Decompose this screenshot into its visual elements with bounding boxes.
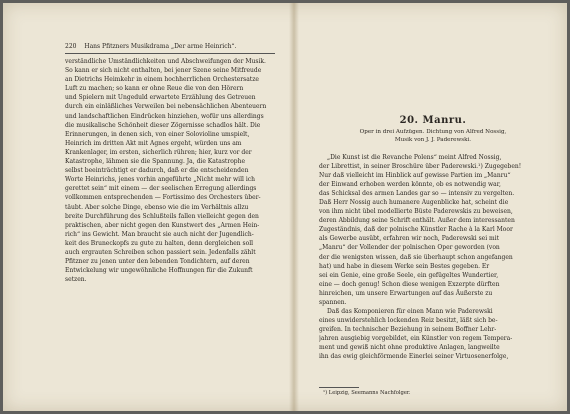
text-line: Worte Heinrichs, jenes vorhin angeführte „Nicht mehr will ich bbox=[65, 176, 255, 184]
text-line: hat) und habe in diesem Werke sein Bestes gegeben. Er bbox=[319, 262, 490, 270]
text-line: greifen. In technischer Beziehung in seinem Boffner Lehr- bbox=[319, 325, 497, 333]
text-line: deren Abbildung seine Schrift enthält. Außer dem interessanten bbox=[319, 217, 515, 225]
text-line: der die wenigsten wissen, daß sie überhaupt schon angefangen bbox=[319, 253, 513, 261]
text-line: Nur daß vielleicht im Hinblick auf gewisse Partien im „Manru“ bbox=[319, 172, 511, 180]
text-line: täubt. Aber solche Dinge, ebenso wie die im Verhältnis allzu bbox=[65, 203, 249, 211]
left-page bbox=[3, 3, 289, 411]
text-line: praktischen, aber nicht gegen den Kunstwert des „Armen Hein- bbox=[65, 221, 260, 229]
text-line: hinreichen, um unsere Erwartungen auf das Äußerste zu bbox=[319, 289, 493, 297]
text-line: Krankenlager, im ersten, sicherlich rühren; hier, kurz vor der bbox=[65, 148, 252, 156]
footnote: ¹) Leipzig, Seemanns Nachfolger. bbox=[323, 390, 411, 396]
text-line: keit des Bruneckopfs zu gute zu halten, denn dergleichen soll bbox=[65, 239, 254, 247]
text-line: eines unwiderstehlich lockenden Reiz besitzt, läßt sich be- bbox=[319, 316, 498, 324]
right-page bbox=[299, 3, 567, 411]
text-line: rich“ ins Gewicht. Man braucht sie auch nicht der Jugendlich- bbox=[65, 230, 254, 238]
text-line: Daß Herr Nossig auch humanere Augenblicke hat, scheint die bbox=[319, 199, 509, 207]
text-line: Katastrophe, lähmen sie die Spannung. Ja, die Katastrophe bbox=[65, 158, 246, 166]
text-line: Pfitzner zu jenen unter den lebenden Tondichtern, auf deren bbox=[65, 258, 250, 266]
text-line: an Dietrichs Heimkehr in einem hochherrlichen Orchestersatze bbox=[65, 76, 259, 84]
text-line: und Spielern mit Ungeduld erwartete Erzählung des Getreuen bbox=[65, 94, 256, 102]
text-line: setzen. bbox=[65, 276, 87, 284]
running-head-title: Hans Pfitzners Musikdrama „Der arme Heinrich“. bbox=[84, 43, 237, 50]
text-line: Daß das Komponieren für einen Mann wie Paderewski bbox=[327, 307, 493, 315]
text-line: selbst beeinträchtigt er dadurch, daß er die entscheidenden bbox=[65, 167, 249, 175]
text-line: Entwickelung wir ungewöhnliche Hoffnungen für die Zukunft bbox=[65, 267, 253, 275]
text-line: Erinnerungen, in denen sich, von einer Solovioline umspielt, bbox=[65, 130, 250, 138]
text-line: der Einwand erhoben werden könnte, ob es notwendig war, bbox=[319, 181, 501, 189]
text-line: durch ein einläßliches Verweilen bei nebensächlichen Abenteuern bbox=[65, 103, 267, 111]
text-line: Heinrich im dritten Akt mit Agnes ergeht, würden uns am bbox=[65, 139, 242, 147]
text-line: jahren ausgiebig vorgebildet, ein Künstler von regem Tempera- bbox=[319, 334, 513, 342]
left-body-text bbox=[65, 57, 279, 284]
book-spread bbox=[3, 3, 567, 411]
text-line: „Manru“ der Vollender der polnischen Oper geworden (von bbox=[319, 244, 500, 252]
chapter-subtitle: Oper in drei Aufzügen. Dichtung von Alfred Nossig, bbox=[359, 129, 507, 135]
book-gutter bbox=[289, 3, 299, 411]
text-line: das Schicksal des armen Landes gar so — intensiv zu vergelten. bbox=[319, 190, 515, 198]
right-body-text bbox=[319, 153, 555, 361]
text-line: als Gewerbe ausübt, erfahren wir noch, Paderewski sei mit bbox=[319, 235, 500, 243]
text-line: breite Durchführung des Schlußteils fallen vielleicht gegen den bbox=[65, 212, 259, 220]
running-head bbox=[65, 43, 275, 54]
text-line: Zugeständnis, daß der polnische Künstler Rache à la Karl Moor bbox=[319, 226, 513, 234]
text-line: der Librettist, in seiner Broschüre über Paderewski.¹) Zugegeben! bbox=[319, 163, 522, 171]
text-line: die musikalische Schönheit dieser Zögernisse schadlos hält. Die bbox=[65, 121, 261, 129]
chapter-title: 20. Manru. bbox=[399, 115, 467, 126]
page-number: 220 bbox=[65, 43, 77, 50]
text-line: So kann er sich nicht enthalten, bei jener Szene seine Mitfreude bbox=[65, 67, 262, 75]
text-line: und landschaftlichen Eindrücken hinziehen, wofür uns allerdings bbox=[65, 112, 264, 120]
chapter-subtitle: Musik von J. J. Paderewski. bbox=[394, 137, 472, 143]
text-line: gerettet sein“ mit einem — der seelischen Erregung allerdings bbox=[65, 185, 257, 193]
text-line: verständliche Umständlichkeiten und Abschweifungen der Musik. bbox=[65, 58, 266, 65]
text-line: „Die Kunst ist die Revanche Polens“ meint Alfred Nossig, bbox=[327, 154, 502, 161]
footnote-rule bbox=[319, 387, 359, 388]
text-line: Luft zu machen; so kann er ohne Reue die von den Hörern bbox=[65, 85, 244, 93]
text-line: eine — doch genug! Schon diese wenigen Exzerpte dürften bbox=[319, 280, 500, 288]
text-line: sei ein Genie, eine große Seele, ein gefügeltes Wundertier, bbox=[319, 271, 499, 279]
text-line: ment und gewiß nicht ohne produktive Anlagen, langweilte bbox=[319, 343, 500, 351]
text-line: spannen. bbox=[319, 298, 347, 306]
text-line: ihn das ewig gleichförmende Einerlei seiner Virtuosenerfolge, bbox=[319, 353, 509, 361]
text-line: vollkommen entsprechenden — Fortissimo des Orchesters über- bbox=[65, 194, 261, 202]
text-line: von ihm nicht übel modellierte Büste Paderewskis zu beweisen, bbox=[319, 208, 513, 216]
text-line: auch ergrauten Schreiben schon passiert sein. Jedenfalls zählt bbox=[65, 248, 256, 256]
